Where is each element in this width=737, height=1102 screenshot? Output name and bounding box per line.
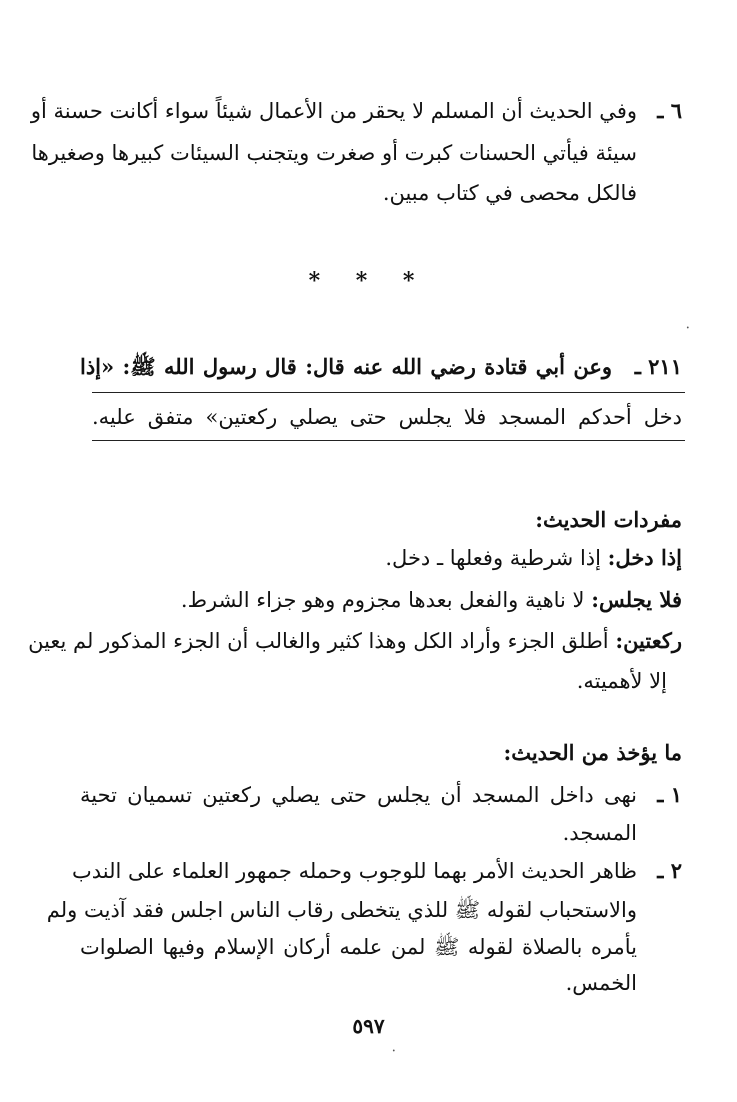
paragraph-line: فالكل محصى في كتاب مبين. xyxy=(382,181,637,205)
hadith-line: دخل أحدكم المسجد فلا يجلس حتى يصلي ركعتين» متفق عليه. xyxy=(92,405,682,429)
paragraph-line: سيئة فيأتي الحسنات كبرت أو صغرت ويتجنب السيئات كبيرها وصغيرها xyxy=(31,141,637,165)
paragraph-line: وفي الحديث أن المسلم لا يحقر من الأعمال شيئاً سواء أكانت حسنة أو xyxy=(30,99,637,123)
vocab-term: ركعتين: xyxy=(615,628,682,653)
vocab-item xyxy=(80,585,682,615)
lesson-number: ٢ ـ xyxy=(657,858,682,883)
lessons-heading: ما يؤخذ من الحديث: xyxy=(503,740,682,765)
hadith-top-rule xyxy=(92,392,685,393)
vocab-term: إذا دخل: xyxy=(607,545,682,570)
vocab-definition: لا ناهية والفعل بعدها مجزوم وهو جزاء الشرط. xyxy=(180,588,585,612)
point-number: ٦ ـ xyxy=(657,98,682,123)
vocab-heading: مفردات الحديث: xyxy=(535,507,682,532)
lesson-line: نهى داخل المسجد أن يجلس حتى يصلي ركعتين تسميان تحية xyxy=(80,783,637,807)
vocab-continuation: إلا لأهميته. xyxy=(576,669,667,693)
lesson-line: يأمره بالصلاة لقوله ﷺ لمن علمه أركان الإسلام وفيها الصلوات xyxy=(80,935,637,959)
hadith-line: وعن أبي قتادة رضي الله عنه قال: قال رسول الله ﷺ: «إذا xyxy=(80,354,612,379)
section-separator: * * * xyxy=(308,268,429,294)
vocab-term: فلا يجلس: xyxy=(591,587,682,612)
vocab-definition: إذا شرطية وفعلها ـ دخل. xyxy=(385,546,601,570)
lesson-line: والاستحباب لقوله ﷺ للذي يتخطى رقاب الناس اجلس فقد آذيت ولم xyxy=(46,898,637,922)
page-number: ٥٩٧ xyxy=(352,1014,385,1038)
scan-speck: • xyxy=(686,325,690,332)
lesson-line: الخمس. xyxy=(565,971,637,995)
vocab-item xyxy=(80,543,682,573)
vocab-definition: أطلق الجزء وأراد الكل وهذا كثير والغالب أن الجزء المذكور لم يعين xyxy=(28,629,609,653)
scan-speck: • xyxy=(392,1048,396,1055)
hadith-number: ٢١١ ـ xyxy=(634,354,682,379)
lesson-line: المسجد. xyxy=(562,821,637,845)
lesson-number: ١ ـ xyxy=(657,782,682,807)
lesson-line: ظاهر الحديث الأمر بهما للوجوب وحمله جمهور العلماء على الندب xyxy=(72,859,637,883)
vocab-item xyxy=(28,626,682,656)
hadith-bottom-rule xyxy=(92,440,685,441)
